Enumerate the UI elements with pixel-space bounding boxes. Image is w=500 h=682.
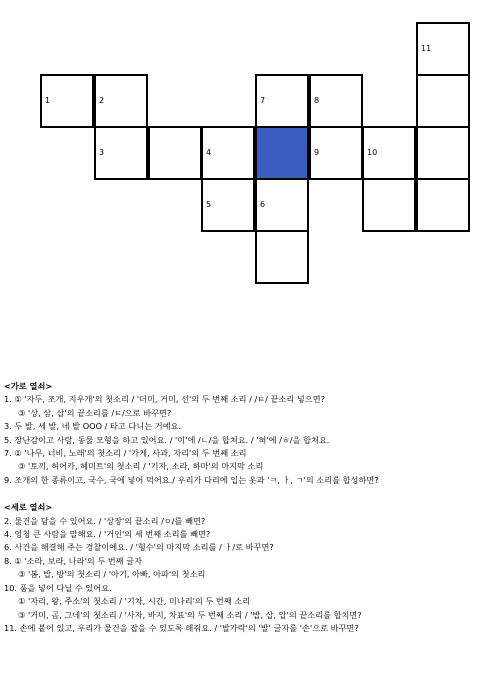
cell-7[interactable] bbox=[255, 74, 309, 128]
across-clue: 3. 두 발, 세 발, 네 발 OOO / 타고 다니는 거예요. bbox=[4, 421, 182, 432]
cell-3[interactable] bbox=[94, 126, 148, 180]
down-clue: 11. 손에 붙어 있고, 우리가 물건을 잡을 수 있도록 해줘요. / '발가락'의 '발' 글자를 '손'으로 바꾸면? bbox=[4, 622, 359, 633]
cell-number: 11 bbox=[421, 44, 432, 53]
cell-number: 7 bbox=[260, 96, 266, 105]
across-clue: 5. 장난감이고 사람, 동물 모형을 하고 있어요. / '이'에 /ㄴ/을 합쳐요. / '혀'에 /ㅎ/을 합쳐요. bbox=[4, 434, 330, 445]
across-clue: ③ '상, 삼, 삽'의 끝소리를 /ㅌ/으로 바꾸면? bbox=[18, 407, 172, 418]
down-clue: 8. ① '소라, 보라, 나라'의 두 번째 글자 bbox=[4, 555, 142, 566]
cell-r3-c11[interactable] bbox=[416, 126, 470, 180]
across-clue: 7. ① '나무, 너비, 노래'의 첫소리 / '가게, 사과, 자리'의 두 번째 소리 bbox=[4, 448, 247, 459]
clues-section bbox=[4, 380, 498, 635]
across-clue: 9. 조개의 한 종류이고, 국수, 국에 넣어 먹어요./ 우리가 다리에 입는 옷과 'ㅋ, ㅏ, ㄱ'의 소리를 합성하면? bbox=[4, 474, 379, 485]
down-clue: 10. 품을 넣어 다닐 수 있어요. bbox=[4, 582, 112, 593]
cell-number: 4 bbox=[206, 148, 212, 157]
cell-6[interactable] bbox=[255, 178, 309, 232]
down-clue: 4. 엉청 큰 사람을 말해요. / '거인'의 세 번째 소리를 빼면? bbox=[4, 529, 211, 540]
down-clue: ③ '봄, 밥, 방'의 첫소리 / '아기, 아빠, 아파'의 첫소리 bbox=[18, 569, 206, 580]
blocked-cell bbox=[255, 126, 309, 180]
cell-r2-c11[interactable] bbox=[416, 74, 470, 128]
across-title: <가로 열쇠> bbox=[4, 381, 53, 391]
cell-number: 5 bbox=[206, 200, 212, 209]
cell-2[interactable] bbox=[94, 74, 148, 128]
down-clue: ① '자리, 왕, 주소'의 첫소리 / '기차, 시간, 미나리'의 두 번째 소리 bbox=[18, 596, 251, 607]
cell-r3-c3[interactable] bbox=[148, 126, 202, 180]
cell-number: 1 bbox=[45, 96, 51, 105]
across-clue: ③ '토끼, 허어카, 헤미트'의 첫소리 / '기자, 소라, 하마'의 마지막 소리 bbox=[18, 461, 264, 472]
crossword-grid bbox=[0, 0, 500, 300]
across-clue: 1. ① '자두, 조개, 지우개'의 첫소리 / '더미, 거미, 선'의 두 번째 소리 / /ㅌ/ 끝소리 넣으면? bbox=[4, 394, 325, 405]
cell-number: 8 bbox=[314, 96, 320, 105]
cell-number: 9 bbox=[314, 148, 320, 157]
cell-9[interactable] bbox=[309, 126, 363, 180]
cell-5[interactable] bbox=[201, 178, 255, 232]
cell-1[interactable] bbox=[40, 74, 94, 128]
down-clue: 2. 물건을 담을 수 있어요. / '상장'의 끝소리 /ㅇ/를 빼면? bbox=[4, 515, 206, 526]
cell-11[interactable] bbox=[416, 22, 470, 76]
cell-number: 10 bbox=[367, 148, 378, 157]
cell-number: 6 bbox=[260, 200, 266, 209]
down-title: <세로 열쇠> bbox=[4, 502, 53, 513]
cell-8[interactable] bbox=[309, 74, 363, 128]
cell-number: 2 bbox=[99, 96, 105, 105]
cell-4[interactable] bbox=[201, 126, 255, 180]
down-clue: ③ '거미, 곰, 그네'의 첫소리 / '사자, 바지, 차표'의 두 번째 소리 / '밥, 삽, 압'의 끝소리를 합치면? bbox=[18, 609, 362, 620]
cell-number: 3 bbox=[99, 148, 105, 157]
cell-10[interactable] bbox=[362, 126, 416, 180]
cell-r5-c6[interactable] bbox=[255, 230, 309, 284]
down-clue: 6. 사건을 해결해 주는 경찰이에요. / '형수'의 마지막 소리를 / ㅏ/로 바꾸면? bbox=[4, 542, 274, 553]
cell-r4-c10[interactable] bbox=[362, 178, 416, 232]
cell-r4-c11[interactable] bbox=[416, 178, 470, 232]
